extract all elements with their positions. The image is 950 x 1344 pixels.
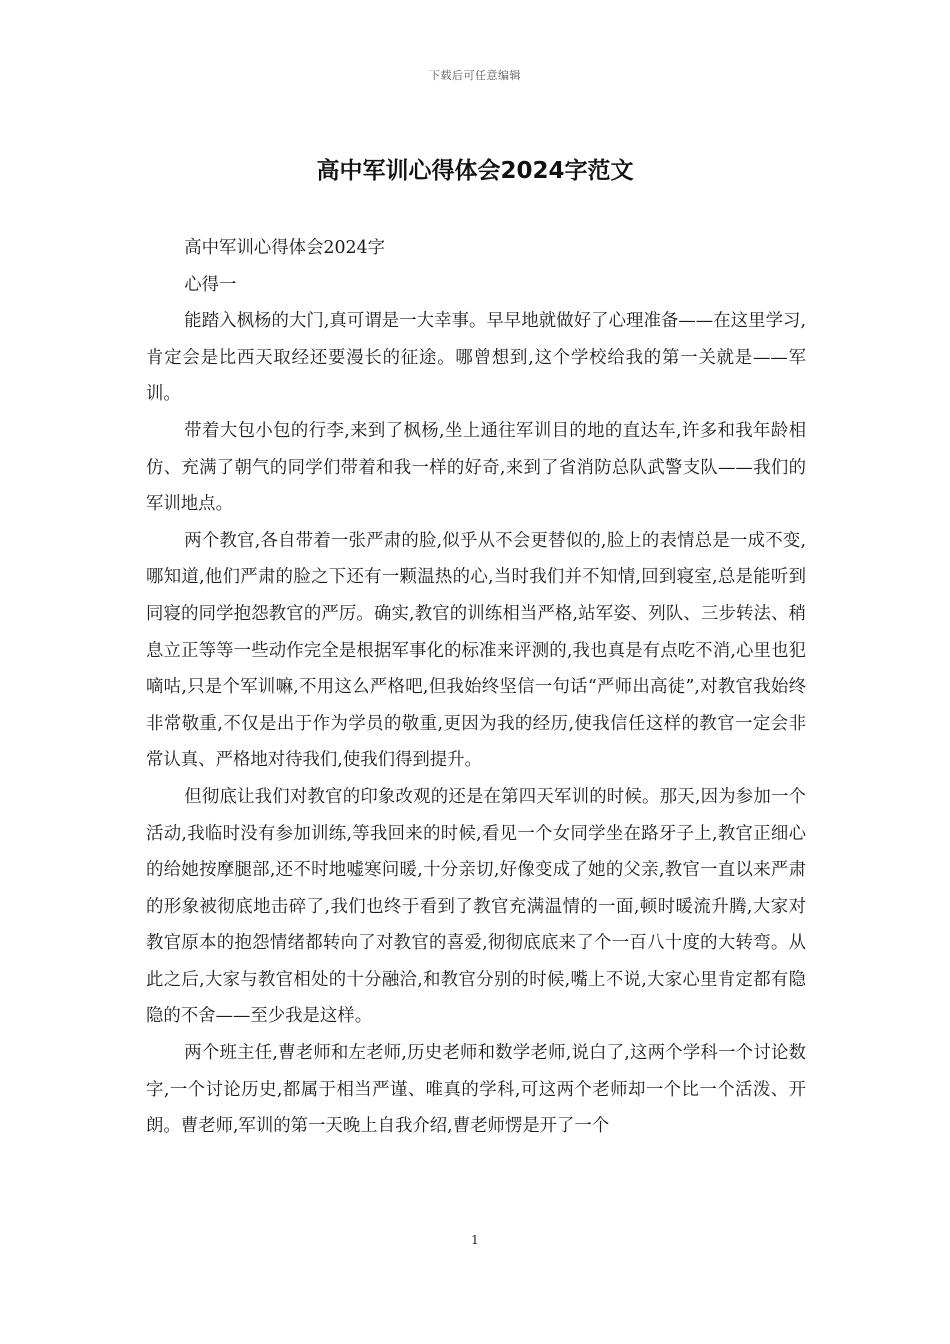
paragraph: 能踏入枫杨的大门,真可谓是一大幸事。早早地就做好了心理准备——在这里学习,肯定会是比西天取经还要漫长的征途。哪曾想到,这个学校给我的第一关就是——军训。 bbox=[146, 311, 806, 405]
page-number: 1 bbox=[471, 1233, 479, 1247]
paragraph: 带着大包小包的行李,来到了枫杨,坐上通往军训目的地的直达车,许多和我年龄相仿、充满了朝气的同学们带着和我一样的好奇,来到了省消防总队武警支队——我们的军训地点。 bbox=[146, 420, 806, 515]
paragraph: 两个教官,各自带着一张严肃的脸,似乎从不会更替似的,脸上的表情总是一成不变,哪知道,他们严肃的脸之下还有一颗温热的心,当时我们并不知情,回到寝室,总是能听到同寝的同学抱怨教官的严厉。确实,教官的训练相当严格,站军姿、列队、三步转法、稍息立正等等一些动作完全是根据军事化的标准来评测的,我也真是有点吃不消,心里也犯嘀咕,只是个军训嘛,不用这么严格吧,但我始终坚信一句话“严师出高徒”,对教官我始终非常敬重,不仅是出于作为学员的敬重,更因为我的经历,使我信任这样的教官一定会非常认真、严格地对待我们,使我们得到提升。 bbox=[146, 530, 806, 771]
document-body bbox=[146, 230, 806, 1145]
header-note: 下载后可任意编辑 bbox=[429, 69, 521, 82]
paragraph: 但彻底让我们对教官的印象改观的还是在第四天军训的时候。那天,因为参加一个活动,我临时没有参加训练,等我回来的时候,看见一个女同学坐在路牙子上,教官正细心的给她按摩腿部,还不时地嘘寒问暖,十分亲切,好像变成了她的父亲,教官一直以来严肃的形象被彻底地击碎了,我们也终于看到了教官充满温情的一面,顿时暖流升腾,大家对教官原本的抱怨情绪都转向了对教官的喜爱,彻彻底底来了个一百八十度的大转弯。从此之后,大家与教官相处的十分融洽,和教官分别的时候,嘴上不说,大家心里肯定都有隐隐的不舍——至少我是这样。 bbox=[146, 786, 806, 1027]
document-subtitle: 高中军训心得体会2024字 bbox=[184, 238, 386, 258]
section-label: 心得一 bbox=[184, 274, 237, 295]
paragraph: 两个班主任,曹老师和左老师,历史老师和数学老师,说白了,这两个学科一个讨论数字,一个讨论历史,都属于相当严谨、唯真的学科,可这两个老师却一个比一个活泼、开朗。曹老师,军训的第一天晚上自我介绍,曹老师愣是开了一个 bbox=[146, 1043, 806, 1137]
document-title: 高中军训心得体会2024字范文 bbox=[316, 158, 634, 184]
